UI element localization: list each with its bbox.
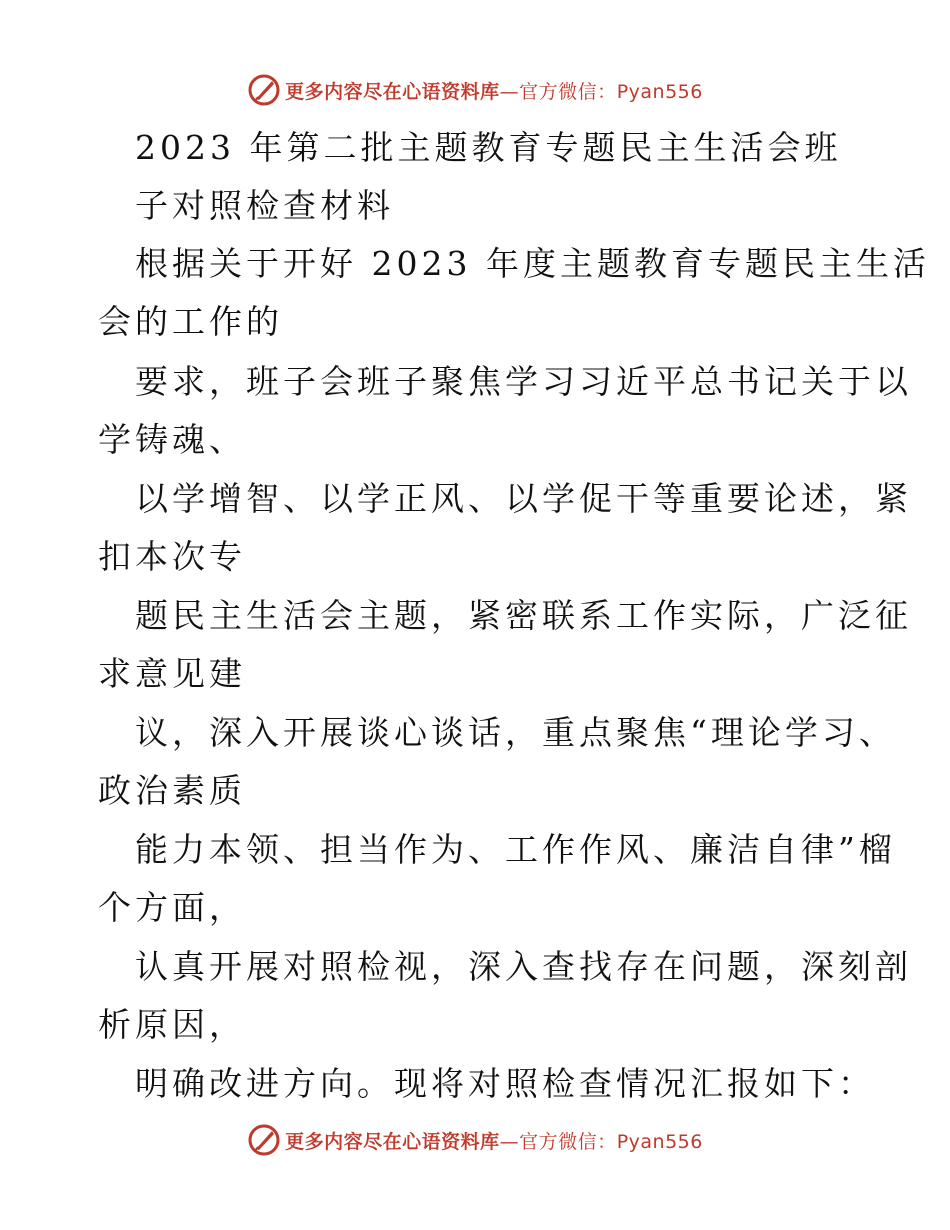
body-line: 要求，班子会班子聚焦学习习近平总书记关于以 xyxy=(135,362,912,401)
doc-title-line-2: 子对照检查材料 xyxy=(135,186,394,225)
body-line: 明确改进方向。现将对照检查情况汇报如下： xyxy=(135,1064,875,1103)
body-line: 以学增智、以学正风、以学促干等重要论述，紧 xyxy=(135,479,912,518)
body-line: 认真开展对照检视，深入查找存在问题，深刻剖 xyxy=(135,947,912,986)
body-line: 会的工作的 xyxy=(98,302,283,341)
body-line: 能力本领、担当作为、工作作风、廉洁自律”榴 xyxy=(135,830,896,869)
quill-logo-icon xyxy=(247,1123,281,1157)
watermark-text: 更多内容尽在心语资料库—官方微信：Pyan556 xyxy=(285,1130,703,1153)
doc-title-line-1: 2023 年第二批主题教育专题民主生活会班 xyxy=(135,128,842,167)
body-line: 议，深入开展谈心谈话，重点聚焦“理论学习、 xyxy=(135,713,896,752)
body-line: 题民主生活会主题，紧密联系工作实际，广泛征 xyxy=(135,596,912,635)
body-line: 个方面， xyxy=(98,888,246,927)
body-line: 政治素质 xyxy=(98,771,246,810)
body-line: 析原因， xyxy=(98,1005,246,1044)
body-line: 学铸魂、 xyxy=(98,420,246,459)
body-line: 根据关于开好 2023 年度主题教育专题民主生活 xyxy=(135,244,930,283)
body-line: 求意见建 xyxy=(98,654,246,693)
watermark-text: 更多内容尽在心语资料库—官方微信：Pyan556 xyxy=(285,80,703,103)
footer-watermark xyxy=(0,1120,950,1160)
body-line: 扣本次专 xyxy=(98,537,246,576)
